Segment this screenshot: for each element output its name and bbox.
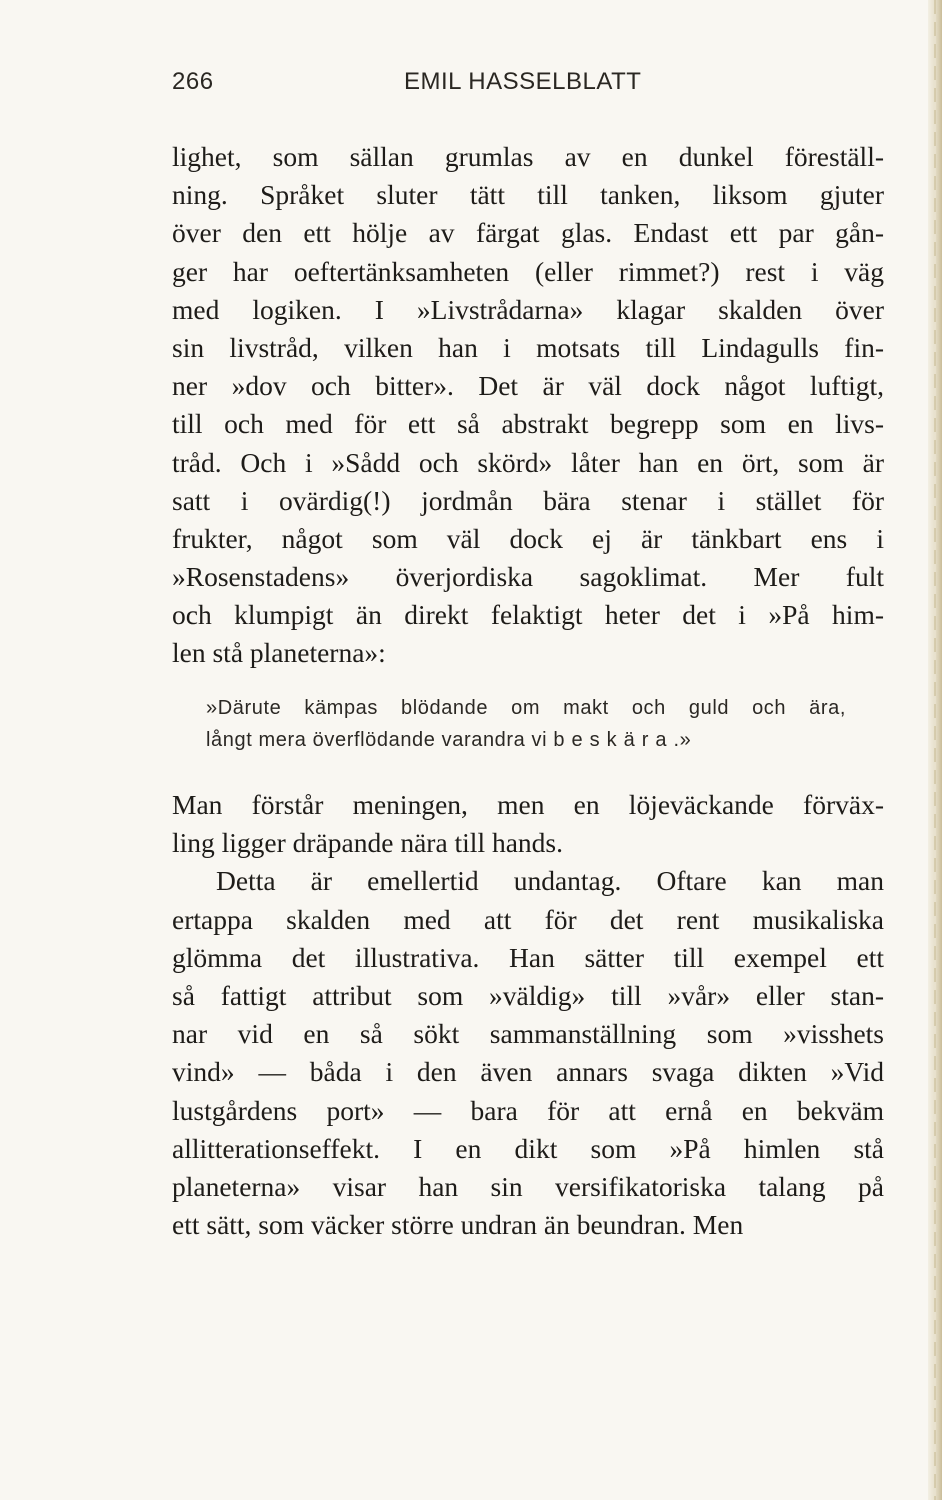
text-line: lighet, som sällan grumlas av en dunkel föreställ- (172, 141, 884, 172)
text-line: »Rosenstadens» överjordiska sagoklimat. Mer fult (172, 561, 884, 593)
text-line: frukter, något som väl dock ej är tänkbart ens i (172, 522, 884, 554)
text-line: tråd. Och i »Sådd och skörd» låter han en ört, som är (172, 446, 884, 478)
paragraph-1 (172, 138, 884, 673)
text-line: satt i ovärdig(!) jordmån bära stenar i stället för (172, 484, 884, 516)
text-line: allitterationseffekt. I en dikt som »På himlen stå (172, 1132, 884, 1164)
text-line: nar vid en så sökt sammanställning som »visshets (172, 1018, 884, 1050)
verse-quote (206, 692, 846, 756)
verse-emphasis: beskära (553, 729, 674, 751)
text-line: och klumpigt än direkt felaktigt heter det i »På him- (172, 599, 884, 631)
text-line: Man förstår meningen, men en löjeväckande förväx- (172, 789, 884, 820)
text-line: ger har oeftertänksamheten (eller rimmet?) rest i väg (172, 255, 884, 287)
text-line: Detta är emellertid undantag. Oftare kan man (216, 865, 884, 897)
text-line: ett sätt, som väcker större undran än beundran. Men (172, 1209, 744, 1241)
verse-line-end: .» (673, 729, 692, 751)
text-line: till och med för ett så abstrakt begrepp som en livs- (172, 408, 884, 440)
text-line: sin livstråd, vilken han i motsats till Lindagulls fin- (172, 331, 884, 363)
paragraph-2-and-3 (172, 786, 884, 1244)
text-line: över den ett hölje av färgat glas. Endast ett par gån- (172, 217, 884, 249)
text-line: lustgårdens port» — bara för att ernå en bekväm (172, 1094, 884, 1126)
text-line: ertappa skalden med att för det rent musikaliska (172, 903, 884, 935)
text-line: med logiken. I »Livstrådarna» klagar skalden över (172, 293, 884, 325)
running-head-title: EMIL HASSELBLATT (404, 68, 642, 95)
page-edge (928, 0, 942, 1500)
verse-line-start: långt mera överflödande varandra vi (206, 729, 548, 751)
text-line: ling ligger dräpande nära till hands. (172, 827, 563, 859)
text-line: så fattigt attribut som »väldig» till »vår» eller stan- (172, 979, 884, 1011)
text-line: glömma det illustrativa. Han sätter till exempel ett (172, 941, 884, 973)
verse-line: »Därute kämpas blödande om makt och guld och ära, (206, 697, 846, 719)
text-line: planeterna» visar han sin versifikatoriska talang på (172, 1170, 884, 1202)
text-line: vind» — båda i den även annars svaga dikten »Vid (172, 1056, 884, 1088)
text-line: ner »dov och bitter». Det är väl dock något luftigt, (172, 370, 884, 402)
page-number: 266 (172, 68, 214, 95)
running-head (172, 68, 884, 100)
verse-line (206, 724, 846, 756)
text-line: ning. Språket sluter tätt till tanken, liksom gjuter (172, 179, 884, 211)
text-line: len stå planeterna»: (172, 637, 386, 669)
